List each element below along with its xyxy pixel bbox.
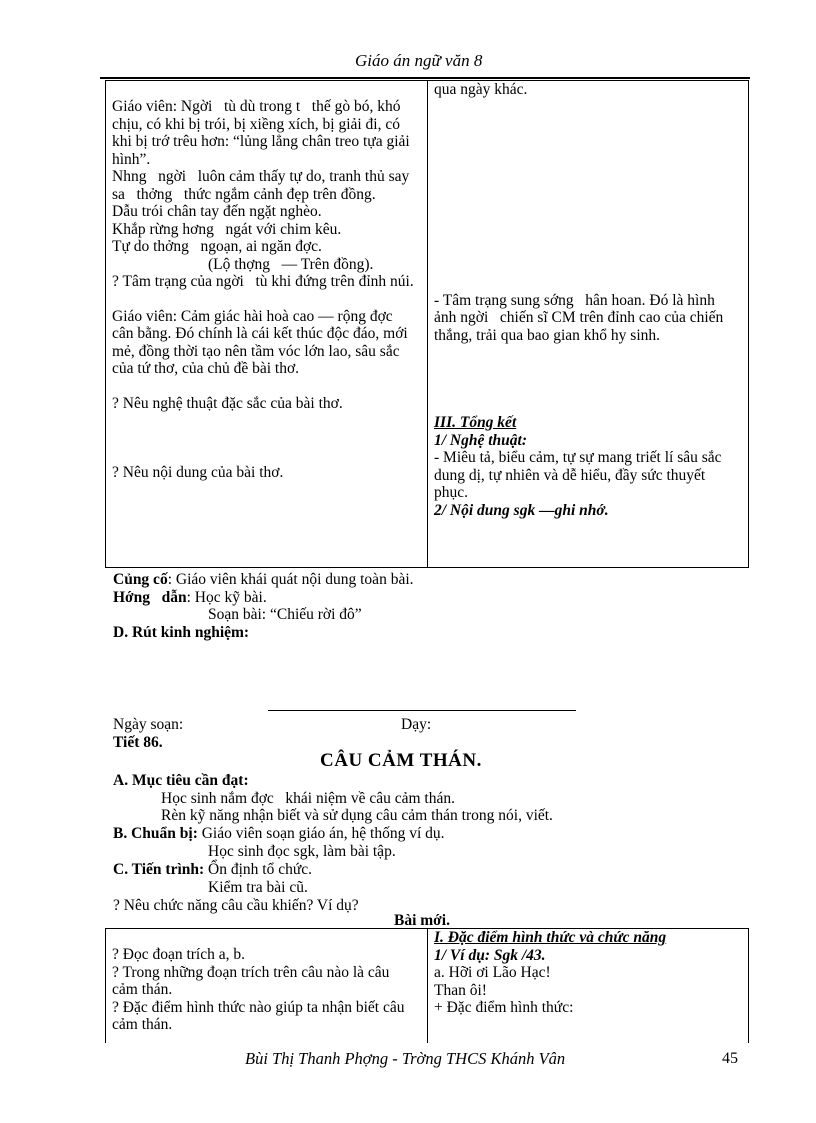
question-content: ? Nêu nội dung của bài thơ. bbox=[112, 464, 284, 481]
huong-dan-label: Hớng dẫn bbox=[113, 589, 187, 606]
cung-co-text: : Giáo viên khái quát nội dung toàn bài. bbox=[167, 571, 414, 588]
section-i-heading: I. Đặc điểm hình thức và chức năng bbox=[434, 929, 667, 946]
objective-1: Học sinh nắm đợc khái niệm về câu cảm thán. bbox=[161, 790, 455, 807]
cung-co-label: Củng cố bbox=[113, 571, 168, 588]
procedure-1: Ổn định tổ chức. bbox=[204, 861, 312, 878]
ngay-soan: Ngày soạn: bbox=[113, 716, 184, 733]
new-lesson-label: Bài mới. bbox=[394, 912, 450, 929]
poem-source: (Lộ thợng — Trên đồng). bbox=[208, 255, 374, 273]
cung-co-line bbox=[113, 571, 414, 589]
section-c-heading: C. Tiến trình: bbox=[113, 861, 205, 878]
soan-bai: Soạn bài: “Chiếu rời đô” bbox=[208, 606, 362, 623]
review-question: ? Nêu chức năng câu cầu khiến? Ví dụ? bbox=[113, 897, 359, 914]
poem-line-2: Khắp rừng hơng ngát với chim kêu. bbox=[112, 220, 342, 238]
header-title: Giáo án ngữ văn 8 bbox=[355, 51, 483, 70]
table2-right-cell bbox=[428, 929, 749, 1044]
q-read: ? Đọc đoạn trích a, b. bbox=[112, 946, 245, 963]
table2-left-cell bbox=[106, 929, 428, 1044]
example-a: a. Hỡi ơi Lão Hạc! bbox=[434, 964, 551, 981]
form-feature: + Đặc điểm hình thức: bbox=[434, 999, 574, 1016]
section-b-line bbox=[113, 825, 445, 843]
right-continuation: qua ngày khác. bbox=[434, 81, 528, 98]
teacher-note-2: Nhng ngời luôn cảm thấy tự do, tranh thủ say sa thởng thức ngắm cảnh đẹp trên đồng. bbox=[112, 168, 414, 203]
poem-line-1: Dẫu trói chân tay đến ngặt nghèo. bbox=[112, 203, 322, 220]
summary-heading: III. Tổng kết bbox=[434, 414, 517, 431]
lesson-title: CÂU CẢM THÁN. bbox=[320, 750, 482, 771]
q-form: ? Đặc điểm hình thức nào giúp ta nhận biết câu cảm thán. bbox=[112, 998, 409, 1033]
teacher-note-3: Giáo viên: Cảm giác hài hoà cao — rộng đợc cân bằng. Đó chính là cái kết thúc độc đáo, mới mẻ, đồng thời tạo nên tầm vóc lớn lao, sâu sắc của tứ thơ, của chủ đề bài thơ. bbox=[112, 307, 412, 377]
lesson-table-2 bbox=[105, 928, 749, 1043]
teacher-note-1: Giáo viên: Ngời tù dù trong t thế gò bó, khó chịu, có khi bị trói, bị xiềng xích, bị giải đi, có khi bị trớ trêu hơn: “lủng lẳng chân treo tựa giải hình”. bbox=[112, 98, 414, 168]
q-which: ? Trong những đoạn trích trên câu nào là câu cảm thán. bbox=[112, 963, 394, 998]
footer-author: Bùi Thị Thanh Phợng - Trờng THCS Khánh Vân bbox=[245, 1049, 566, 1068]
art-answer: - Miêu tả, biểu cảm, tự sự mang triết lí sâu sắc dung dị, tự nhiên và dễ hiểu, đầy sức thuyết phục. bbox=[434, 449, 726, 501]
lesson-table-1 bbox=[105, 80, 749, 568]
page-number: 45 bbox=[722, 1050, 738, 1067]
section-b-heading: B. Chuẩn bị: bbox=[113, 825, 198, 842]
preparation-2: Học sinh đọc sgk, làm bài tập. bbox=[208, 843, 396, 860]
tiet-number: Tiết 86. bbox=[113, 734, 163, 751]
rut-kinh-nghiem: D. Rút kinh nghiệm: bbox=[113, 624, 250, 641]
example-than: Than ôi! bbox=[434, 981, 487, 999]
question-mood: ? Tâm trạng của ngời tù khi đứng trên đỉnh núi. bbox=[112, 273, 414, 290]
preparation-1: Giáo viên soạn giáo án, hệ thống ví dụ. bbox=[197, 825, 445, 842]
art-heading: 1/ Nghệ thuật: bbox=[434, 431, 528, 449]
separator-line bbox=[268, 710, 576, 711]
table1-right-cell bbox=[428, 81, 749, 568]
answer-mood: - Tâm trạng sung sớng hân hoan. Đó là hình ảnh ngời chiến sĩ CM trên đỉnh cao của chiến thắng, trải qua bao gian khổ hy sinh. bbox=[434, 291, 728, 344]
section-c-line bbox=[113, 861, 312, 879]
huong-dan-line bbox=[113, 589, 267, 607]
poem-line-3: Tự do thởng ngoạn, ai ngăn đợc. bbox=[112, 238, 322, 255]
example-ref: 1/ Ví dụ: Sgk /43. bbox=[434, 946, 546, 964]
day-label: Dạy: bbox=[401, 716, 432, 733]
procedure-2: Kiểm tra bài cũ. bbox=[208, 879, 308, 896]
objective-2: Rèn kỹ năng nhận biết và sử dụng câu cảm thán trong nói, viết. bbox=[161, 807, 553, 824]
header-rule bbox=[100, 77, 750, 79]
question-art: ? Nêu nghệ thuật đặc sắc của bài thơ. bbox=[112, 394, 343, 412]
table1-left-cell bbox=[106, 81, 428, 568]
content-answer: 2/ Nội dung sgk —ghi nhớ. bbox=[434, 501, 609, 519]
huong-dan-text: : Học kỹ bài. bbox=[186, 589, 267, 606]
section-a-heading: A. Mục tiêu cần đạt: bbox=[113, 772, 249, 789]
